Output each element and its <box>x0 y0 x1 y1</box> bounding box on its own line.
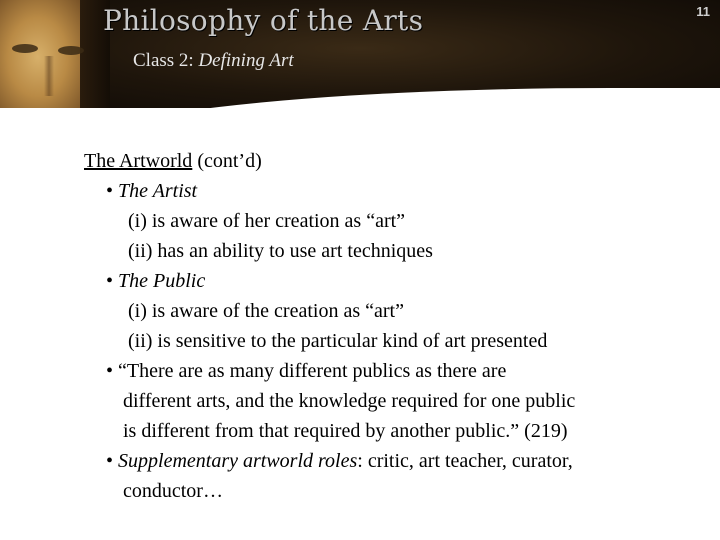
supplementary-line-2: conductor… <box>123 480 223 502</box>
bullet-marker: • <box>106 270 119 292</box>
header-curve <box>60 88 720 108</box>
slide-body <box>84 146 704 506</box>
bullet-marker: • <box>106 180 119 202</box>
portrait-image <box>0 0 108 108</box>
slide-number: 11 <box>696 4 710 19</box>
bullet-artist <box>84 176 704 206</box>
subtitle-prefix: Class 2: <box>133 50 199 71</box>
portrait-right-eye <box>58 46 84 55</box>
supplementary-label: Supplementary artworld roles <box>118 450 358 472</box>
subtitle-emphasis: Defining Art <box>198 50 294 71</box>
quote-line-2: different arts, and the knowledge required for one public <box>123 390 576 412</box>
section-heading <box>84 146 704 176</box>
public-point-1: (i) is aware of the creation as “art” <box>128 300 404 322</box>
public-label: The Public <box>118 270 206 292</box>
heading-suffix: (cont’d) <box>192 150 262 172</box>
artist-point-1: (i) is aware of her creation as “art” <box>128 210 406 232</box>
class-subtitle <box>133 50 294 72</box>
bullet-marker: • <box>106 450 119 472</box>
bullet-public <box>84 266 704 296</box>
public-point-2: (ii) is sensitive to the particular kind of art presented <box>128 330 548 352</box>
quote-line-3: is different from that required by another public.” (219) <box>123 420 568 442</box>
artist-point-2: (ii) has an ability to use art techniques <box>128 240 433 262</box>
supplementary-roles: : critic, art teacher, curator, <box>357 450 573 472</box>
artist-label: The Artist <box>118 180 198 202</box>
bullet-supplementary <box>84 446 704 476</box>
artworld-link[interactable]: The Artworld <box>84 150 193 172</box>
quote-line-1: • “There are as many different publics as there are <box>106 360 507 382</box>
presentation-title: Philosophy of the Arts <box>103 4 424 37</box>
portrait-nose <box>44 56 54 96</box>
portrait-left-eye <box>12 44 38 53</box>
slide-header <box>0 0 720 108</box>
